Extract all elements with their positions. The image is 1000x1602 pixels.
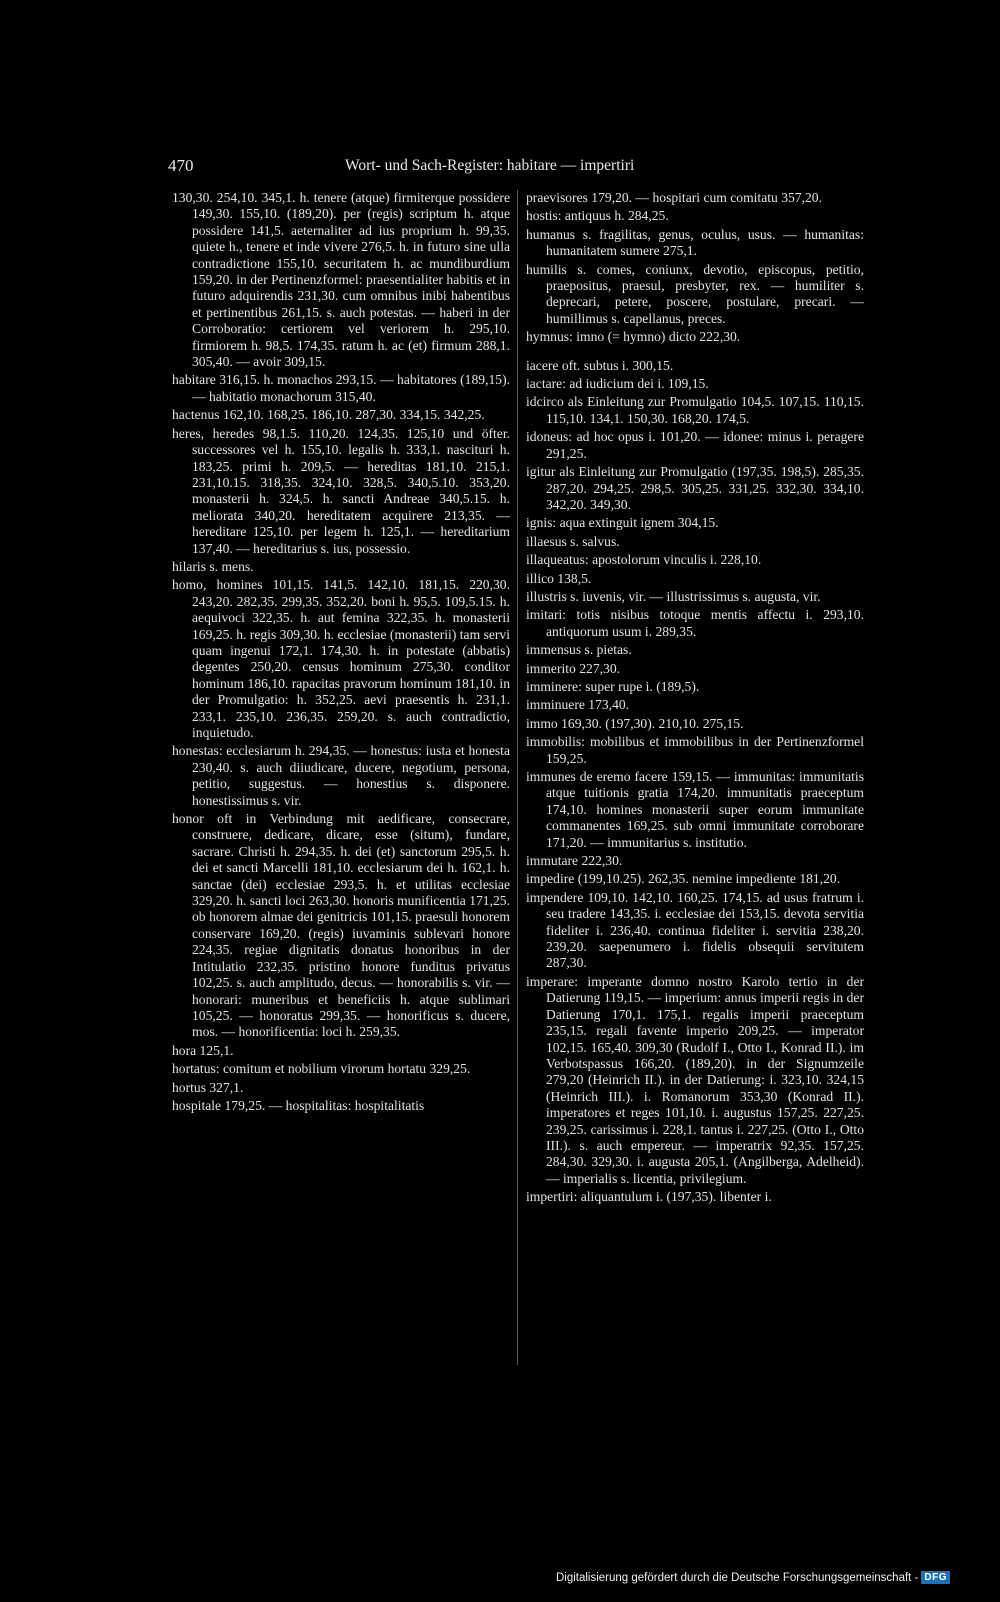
left-column bbox=[172, 190, 510, 1116]
index-entry: homo, homines 101,15. 141,5. 142,10. 181,15. 220,30. 243,20. 282,35. 299,35. 352,20. boni h. 95,5. 109,5.15. h. aequivoci 322,35. h. aut femina 322,35. h. monasterii 169,25. h. regis 309,30. h. ecclesiae (monasterii) tam servi quam ingenui 172,1. 174,30. h. in potestate (abbatis) degentes 250,20. census hominum 275,30. conditor hominum 186,10. rapacitas pravorum hominum 181,10. in der Promulgatio: h. 352,25. aevi praesentis h. 231,1. 233,1. 235,10. 236,35. 259,20. s. auch contradictio, inquietudo. bbox=[172, 577, 510, 740]
index-entry: hilaris s. mens. bbox=[172, 558, 254, 574]
index-entry: impertiri: aliquantulum i. (197,35). libenter i. bbox=[526, 1189, 772, 1205]
right-column bbox=[526, 190, 864, 1208]
index-entry: immutare 222,30. bbox=[526, 853, 623, 869]
index-entry: igitur als Einleitung zur Promulgatio (197,35. 198,5). 285,35. 287,20. 294,25. 298,5. 305,25. 331,25. 332,30. 334,10. 342,20. 349,30. bbox=[526, 464, 864, 512]
index-entry: imminere: super rupe i. (189,5). bbox=[526, 678, 700, 694]
index-entry: immobilis: mobilibus et immobilibus in der Pertinenzformel 159,25. bbox=[526, 734, 864, 766]
index-entry: immo 169,30. (197,30). 210,10. 275,15. bbox=[526, 715, 744, 731]
running-head: Wort- und Sach-Register: habitare — impertiri bbox=[345, 157, 635, 174]
index-entry: immerito 227,30. bbox=[526, 660, 621, 676]
index-entry: hactenus 162,10. 168,25. 186,10. 287,30. 334,15. 342,25. bbox=[172, 407, 485, 423]
index-entry: honestas: ecclesiarum h. 294,35. — honestus: iusta et honesta 230,40. s. auch diiudicare, ducere, negotium, persona, petitio, suggestus. — honestius s. disponere. honestissimus s. vir. bbox=[172, 743, 510, 808]
credit-text: Digitalisierung gefördert durch die Deutsche Forschungsgemeinschaft - bbox=[555, 1571, 919, 1584]
index-entry: humanus s. fragilitas, genus, oculus, usus. — humanitas: humanitatem sumere 275,1. bbox=[526, 226, 864, 259]
index-entry: imminuere 173,40. bbox=[526, 697, 630, 713]
index-entry: 130,30. 254,10. 345,1. h. tenere (atque) firmiterque possidere 149,30. 155,10. (189,20). per (regis) scriptum h. atque possidere 141,5. aeternaliter ad ius proprium h. 99,35. quiete h., tenere et inde vivere 276,5. h. in futuro sine ulla contradictione 155,10. securitatem h. ac mundiburdium 159,20. in der Pertinenzformel: praesentialiter habitis et in futuro adquirendis 231,30. cum omnibus inibi habentibus et pertinentibus 261,15. s. auch potestas. — haberi in der Corroboratio: certiorem vel veriorem h. 295,10. firmiorem h. 98,5. 174,35. ratum h. ac (et) firmum 288,1. 305,40. — avoir 309,15. bbox=[172, 190, 510, 370]
index-entry: illico 138,5. bbox=[526, 570, 592, 586]
index-entry: idoneus: ad hoc opus i. 101,20. — idonee: minus i. peragere 291,25. bbox=[526, 429, 864, 461]
page-number: 470 bbox=[168, 156, 194, 175]
digitization-credit bbox=[556, 1571, 950, 1584]
index-entry: habitare 316,15. h. monachos 293,15. — habitatores (189,15). — habitatio monachorum 315,40. bbox=[172, 372, 510, 404]
index-entry: impendere 109,10. 142,10. 160,25. 174,15. ad usus fratrum i. seu tradere 143,35. i. ecclesiae dei 153,15. devota servitia fideliter i. 236,40. continua fideliter i. servitia 238,20. 239,20. saepenumero i. fidelis obsequii servitutem 287,30. bbox=[526, 889, 864, 971]
index-entry: ignis: aqua extinguit ignem 304,15. bbox=[526, 515, 719, 531]
column-divider bbox=[517, 190, 518, 1365]
index-entry: hymnus: imno (= hymno) dicto 222,30. bbox=[526, 329, 741, 345]
index-entry: hora 125,1. bbox=[172, 1042, 234, 1058]
index-entry: iacere oft. subtus i. 300,15. bbox=[526, 357, 674, 373]
index-entry: humilis s. comes, coniunx, devotio, episcopus, petitio, praepositus, praesul, presbyter, rex. — humiliter s. deprecari, petere, poscere, postulare, precari. — humillimus s. capellanus, preces. bbox=[526, 261, 864, 326]
index-entry: imperare: imperante domno nostro Karolo tertio in der Datierung 119,15. — imperium: annus imperii regis in der Datierung 170,1. 175,1. regalis imperii praeceptum 235,15. regali favente imperio 209,25. — imperator 102,15. 165,40. 309,30 (Rudolf I., Otto I., Konrad II.). im Verbotspassus 166,20. (189,20). in der Signumzeile 279,20 (Heinrich II.). in der Datierung: i. 323,10. 324,15 (Heinrich III.). i. Romanorum 353,30 (Konrad II.). imperatores et reges 101,10. i. augustus 157,25. 227,25. 239,25. carissimus i. 228,1. tantus i. 227,25. (Otto I., Otto III.). s. auch empereur. — imperatrix 92,35. 157,25. 284,30. 329,30. i. augusta 205,1. (Angilberga, Adelheid). — imperialis s. licentia, privilegium. bbox=[526, 973, 864, 1186]
index-entry: illaesus s. salvus. bbox=[526, 533, 620, 549]
index-entry: immensus s. pietas. bbox=[526, 642, 632, 658]
index-entry: honor oft in Verbindung mit aedificare, consecrare, construere, dedicare, dicare, esse (situm), fundare, sacrare. Christi h. 294,35. h. dei (et) sanctorum 295,5. h. dei et sancti Marcelli 181,10. ecclesiarum dei h. 162,1. h. sanctae (dei) ecclesiae 293,5. h. et utilitas ecclesiae 329,20. h. sancti loci 263,30. honoris munificentia 171,25. ob honorem almae dei genitricis 101,15. praesuli honorem conservare 169,20. (regis) iuvaminis sublevari honore 224,35. regiae dignitatis donatus honoribus in der Intitulatio 232,35. pristino honore funditus privatus 102,25. s. auch amplitudo, decus. — honorabilis s. vir. — honorari: muneribus et beneficiis h. atque sublimari 105,25. — honoratus 299,35. — honorificus s. ducere, mos. — honorificentia: loci h. 259,35. bbox=[172, 811, 510, 1040]
index-entry: imitari: totis nisibus totoque mentis affectu i. 293,10. antiquorum usum i. 289,35. bbox=[526, 607, 864, 639]
index-entry: idcirco als Einleitung zur Promulgatio 104,5. 107,15. 110,15. 115,10. 134,1. 150,30. 168,20. 174,5. bbox=[526, 394, 864, 426]
index-entry: hospitale 179,25. — hospitalitas: hospitalitatis bbox=[172, 1097, 425, 1113]
index-entry: hortatus: comitum et nobilium virorum hortatu 329,25. bbox=[172, 1061, 471, 1077]
index-entry: impedire (199,10.25). 262,35. nemine impediente 181,20. bbox=[526, 871, 841, 887]
index-entry: illaqueatus: apostolorum vinculis i. 228,10. bbox=[526, 552, 762, 568]
index-entry: praevisores 179,20. — hospitari cum comitatu 357,20. bbox=[526, 190, 822, 205]
index-entry: immunes de eremo facere 159,15. — immunitas: immunitatis atque tuitionis gratia 174,20. immunitatis praeceptum 174,10. homines monasterii super eorum immunitate commanentes 169,25. sub omni immunitate corroborare 171,20. — immunitarius s. institutio. bbox=[526, 769, 864, 850]
index-entry: heres, heredes 98,1.5. 110,20. 124,35. 125,10 und öfter. successores vel h. 155,10. legalis h. 333,1. nasciturі h. 183,25. primi h. 209,5. — hereditas 181,10. 215,1. 231,10.15. 318,35. 324,10. 328,5. 340,5.10. 353,20. monasterii h. 324,5. h. sancti Andreae 340,5.15. h. meliorata 340,20. hereditatem acquirere 213,35. — hereditare 125,10. per legem h. 125,1. — hereditarium 137,40. — hereditarius s. ius, possessio. bbox=[172, 425, 510, 556]
index-entry: iactare: ad iudicium dei i. 109,15. bbox=[526, 376, 709, 392]
index-entry: illustris s. iuvenis, vir. — illustrissimus s. augusta, vir. bbox=[526, 588, 821, 604]
index-entry: hortus 327,1. bbox=[172, 1079, 244, 1095]
dfg-logo: DFG bbox=[921, 1571, 950, 1584]
index-entry: hostis: antiquus h. 284,25. bbox=[526, 208, 669, 224]
